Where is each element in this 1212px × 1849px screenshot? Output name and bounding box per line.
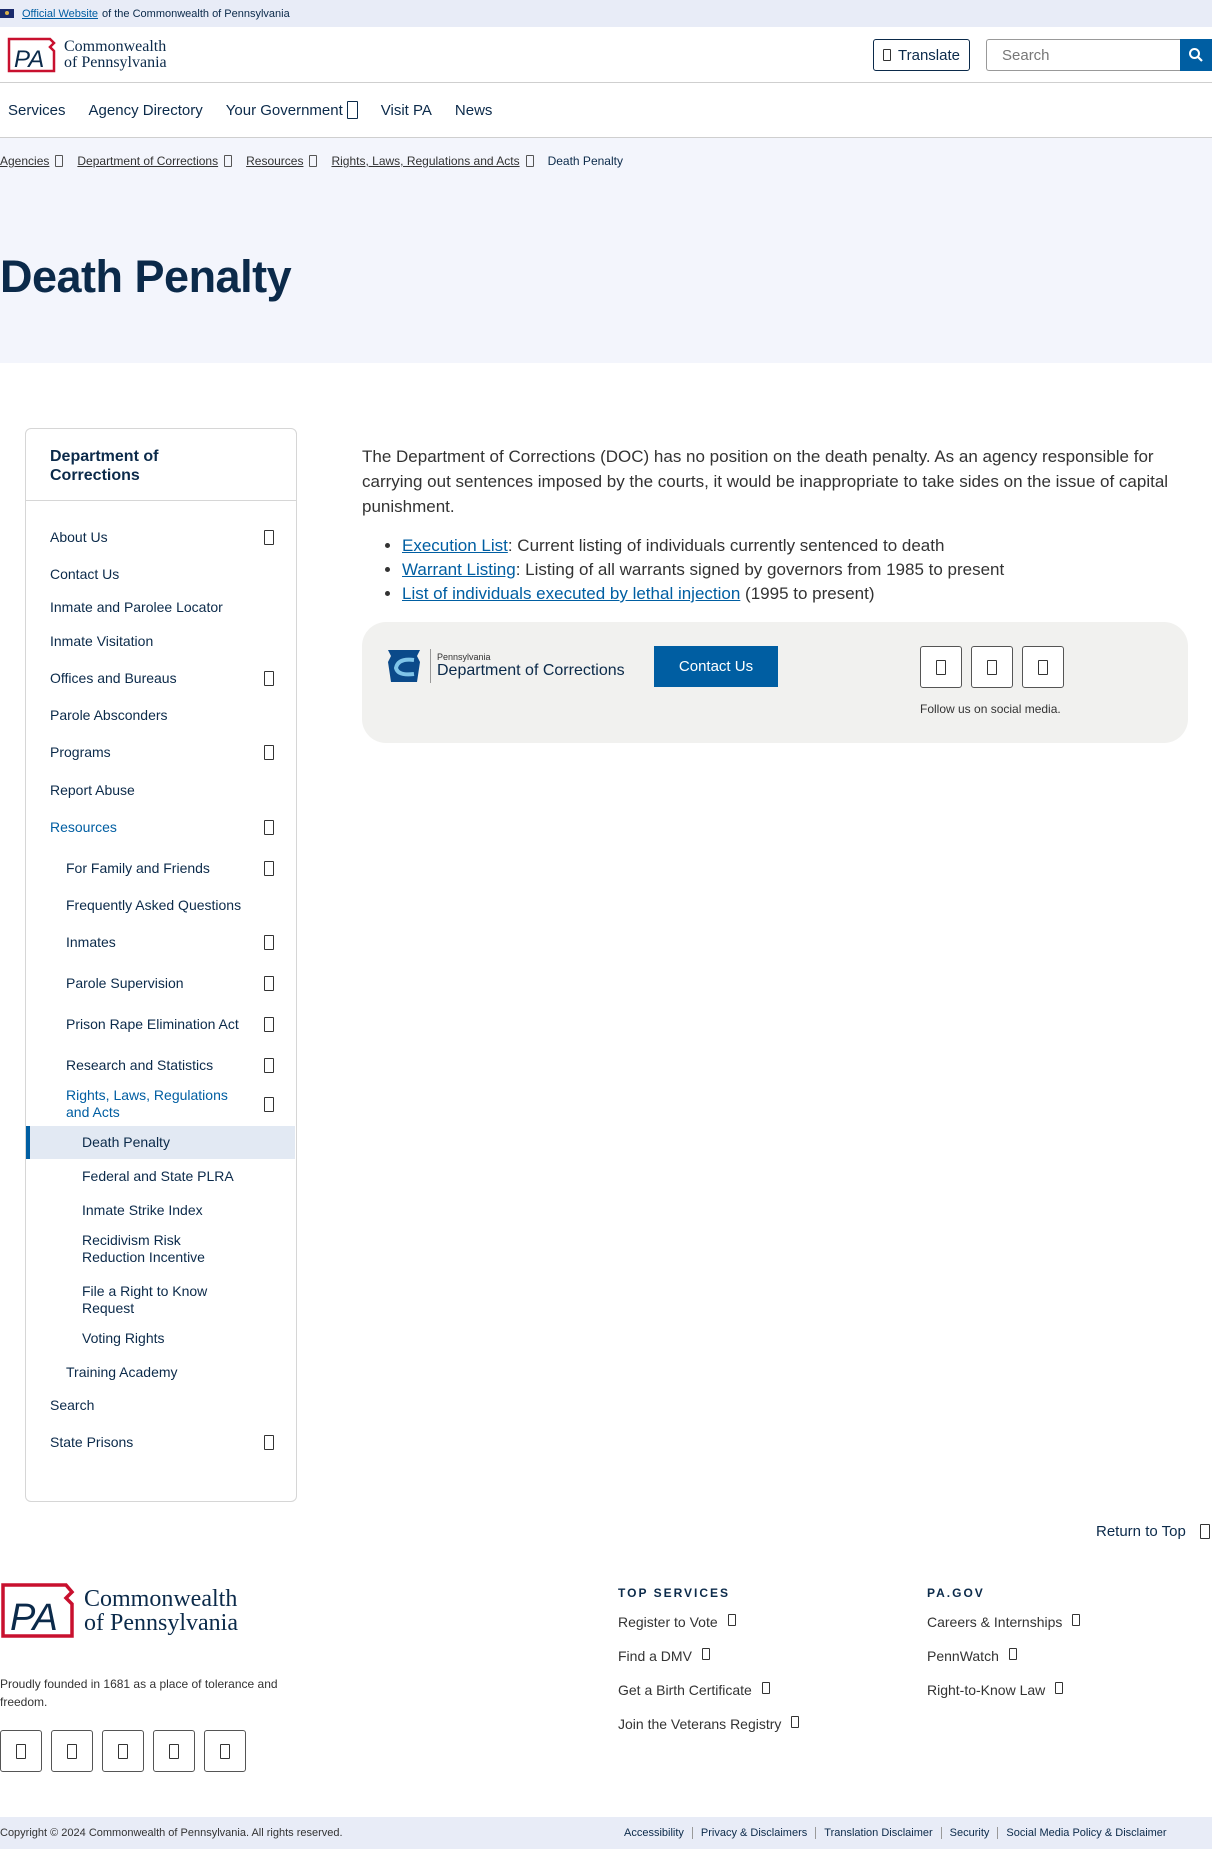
sidebar-item-label: Offices and Bureaus	[50, 669, 177, 686]
expand-icon[interactable]	[264, 530, 274, 545]
external-link-icon	[791, 1716, 799, 1728]
execution-list-link[interactable]: Execution List	[402, 536, 508, 555]
sidebar-item-label: Prison Rape Elimination Act	[66, 1015, 239, 1032]
sidebar-item-label: Federal and State PLRA	[82, 1167, 234, 1184]
sidebar-item-label: Frequently Asked Questions	[66, 896, 242, 913]
footer-logo-line1: Commonwealth	[84, 1586, 238, 1612]
sidebar-item-search[interactable]	[26, 1393, 295, 1417]
footer-social-link-4[interactable]	[153, 1730, 195, 1772]
doc-logo-small: Pennsylvania	[437, 652, 491, 662]
footer-bottom-bar	[0, 1817, 1212, 1849]
sidebar-item-contact-us[interactable]	[26, 562, 295, 586]
footer-link-label: PennWatch	[927, 1648, 999, 1664]
chevron-right-icon	[526, 155, 534, 167]
doc-logo-big: Department of Corrections	[437, 662, 625, 679]
sidebar-item-family-friends[interactable]	[26, 856, 295, 880]
footer-social-link-1[interactable]	[0, 1730, 42, 1772]
social-icon	[16, 1744, 26, 1759]
footer-link-birth-certificate[interactable]	[618, 1682, 799, 1716]
sidebar-item-death-penalty[interactable]	[26, 1126, 295, 1159]
sidebar-item-research-statistics[interactable]	[26, 1053, 295, 1077]
expand-icon[interactable]	[264, 935, 274, 950]
sidebar-item-label: Contact Us	[50, 565, 120, 582]
footer-logo[interactable]	[0, 1580, 238, 1642]
page-title: Death Penalty	[0, 251, 292, 302]
legal-link-security[interactable]: Security	[941, 1827, 998, 1839]
external-link-icon	[1055, 1682, 1063, 1694]
main-content	[362, 444, 1192, 606]
nav-services[interactable]: Services	[8, 101, 66, 119]
lethal-injection-list-link[interactable]: List of individuals executed by lethal injection	[402, 584, 741, 603]
legal-link-social-media-policy[interactable]: Social Media Policy & Disclaimer	[997, 1827, 1174, 1839]
list-item	[402, 534, 1192, 558]
sidebar-item-recidivism[interactable]	[26, 1229, 295, 1269]
footer-link-label: Register to Vote	[618, 1614, 718, 1630]
footer-link-veterans-registry[interactable]	[618, 1716, 799, 1750]
pa-logo-icon	[6, 35, 58, 75]
sidebar-item-label: Recidivism Risk Reduction Incentive	[82, 1232, 205, 1265]
sidebar-item-label: For Family and Friends	[66, 859, 210, 876]
nav-news[interactable]: News	[454, 101, 493, 119]
social-icon	[936, 660, 946, 675]
sidebar-item-label: Training Academy	[66, 1363, 178, 1380]
external-link-icon	[1072, 1614, 1080, 1626]
list-item-text: : Listing of all warrants signed by governors from 1985 to present	[515, 560, 1005, 579]
footer-social-link-5[interactable]	[204, 1730, 246, 1772]
external-link-icon	[762, 1682, 770, 1694]
doc-logo	[384, 646, 625, 686]
sidebar-title[interactable]	[26, 429, 296, 501]
sidebar-item-rights-laws[interactable]	[26, 1084, 295, 1124]
breadcrumb	[0, 154, 623, 168]
footer-social-link-3[interactable]	[102, 1730, 144, 1772]
sidebar-item-right-to-know[interactable]	[26, 1280, 295, 1320]
list-item-text: (1995 to present)	[740, 584, 875, 603]
social-icon	[987, 660, 997, 675]
copyright: Copyright © 2024 Commonwealth of Pennsylvania. All rights reserved.	[0, 1827, 343, 1839]
social-icon	[67, 1744, 77, 1759]
sidebar-item-label: Inmates	[66, 933, 116, 950]
sidebar-item-label: Inmate Visitation	[50, 632, 154, 649]
chevron-right-icon	[55, 155, 63, 167]
breadcrumb-current: Death Penalty	[547, 154, 623, 168]
svg-text:PA: PA	[14, 45, 45, 73]
site-header	[0, 27, 1212, 83]
sidebar-title-line1: Department of	[50, 448, 159, 465]
nav-visit-pa[interactable]: Visit PA	[380, 101, 432, 119]
expand-icon[interactable]	[264, 861, 274, 876]
sidebar-item-programs[interactable]	[26, 740, 295, 764]
sidebar-item-offices-bureaus[interactable]	[26, 666, 295, 690]
sidebar-item-label: Parole Supervision	[66, 974, 184, 991]
sidebar-item-inmate-strike-index[interactable]	[26, 1198, 295, 1222]
sidebar-item-prea[interactable]	[26, 1012, 295, 1036]
logo-line1: Commonwealth	[64, 37, 167, 55]
footer-link-right-to-know-law[interactable]	[927, 1682, 1080, 1716]
follow-text: Follow us on social media.	[920, 702, 1061, 716]
legal-link-translation[interactable]: Translation Disclaimer	[815, 1827, 940, 1839]
expand-icon[interactable]	[264, 1435, 274, 1450]
footer-link-pennwatch[interactable]	[927, 1648, 1080, 1682]
sidebar-item-resources[interactable]	[26, 815, 295, 839]
legal-link-accessibility[interactable]: Accessibility	[624, 1827, 684, 1839]
footer-heading: TOP SERVICES	[618, 1586, 731, 1600]
translate-label: Translate	[898, 46, 960, 64]
sidebar-item-training-academy[interactable]	[26, 1360, 295, 1384]
footer-heading: PA.GOV	[927, 1586, 985, 1600]
sidebar-nav	[25, 428, 297, 1502]
nav-your-government-label: Your Government	[225, 101, 343, 119]
agency-contact-card	[362, 622, 1188, 743]
contact-us-button[interactable]: Contact Us	[654, 646, 778, 687]
nav-agency-directory[interactable]: Agency Directory	[88, 101, 203, 119]
footer-social-links	[0, 1730, 246, 1772]
sidebar-item-label: Voting Rights	[82, 1329, 165, 1346]
sidebar-item-label: About Us	[50, 528, 108, 545]
expand-icon[interactable]	[264, 671, 274, 686]
sidebar-item-about-us[interactable]	[26, 525, 295, 549]
external-link-icon	[1009, 1648, 1017, 1660]
sidebar-item-voting-rights[interactable]	[26, 1326, 295, 1350]
search-form	[986, 39, 1212, 71]
sidebar-item-parole-supervision[interactable]	[26, 971, 295, 995]
site-logo[interactable]	[6, 35, 167, 75]
sidebar-item-faq[interactable]	[26, 893, 295, 917]
sidebar-item-report-abuse[interactable]	[26, 778, 295, 802]
social-icon	[169, 1744, 179, 1759]
social-link-2[interactable]	[971, 646, 1013, 688]
footer-social-link-2[interactable]	[51, 1730, 93, 1772]
logo-line2: of Pennsylvania	[64, 53, 167, 71]
keystone-icon	[384, 646, 424, 686]
social-link-3[interactable]	[1022, 646, 1064, 688]
footer-link-label: Find a DMV	[618, 1648, 692, 1664]
agency-social-links	[920, 646, 1064, 688]
chevron-right-icon	[224, 155, 232, 167]
sidebar-title-line2: Corrections	[50, 467, 140, 484]
footer-top-services	[618, 1586, 799, 1750]
translate-button[interactable]	[873, 39, 970, 71]
collapse-icon[interactable]	[264, 820, 274, 835]
breadcrumb-resources[interactable]: Resources	[246, 154, 304, 168]
banner-text: of the Commonwealth of Pennsylvania	[102, 7, 290, 20]
footer-link-label: Careers & Internships	[927, 1614, 1063, 1630]
sidebar-item-label: State Prisons	[50, 1433, 134, 1450]
external-link-icon	[702, 1648, 710, 1660]
social-icon	[1038, 660, 1048, 675]
sidebar-item-label: Research and Statistics	[66, 1056, 214, 1073]
breadcrumb-agencies[interactable]: Agencies	[0, 154, 50, 168]
sidebar-item-label: Rights, Laws, Regulations and Acts	[66, 1087, 228, 1120]
footer-link-find-dmv[interactable]	[618, 1648, 799, 1682]
footer-pagov	[927, 1586, 1080, 1716]
expand-icon[interactable]	[264, 1017, 274, 1032]
sidebar-item-label: Programs	[50, 743, 111, 760]
sidebar-item-label: Resources	[50, 818, 117, 835]
external-link-icon	[728, 1614, 736, 1626]
sidebar-item-label: Report Abuse	[50, 781, 135, 798]
list-item	[402, 582, 1192, 606]
footer-logo-line2: of Pennsylvania	[84, 1610, 238, 1636]
sidebar-item-label: Inmate Strike Index	[82, 1201, 203, 1218]
footer-link-careers[interactable]	[927, 1614, 1080, 1648]
legal-links	[624, 1817, 1175, 1849]
sidebar-item-label: Parole Absconders	[50, 706, 168, 723]
sidebar-item-inmates[interactable]	[26, 930, 295, 954]
arrow-up-icon	[1200, 1524, 1210, 1539]
main-nav	[0, 83, 1212, 138]
flag-icon	[0, 9, 14, 18]
pa-logo-icon	[0, 1580, 80, 1642]
search-icon	[1188, 47, 1204, 63]
official-banner	[0, 0, 1212, 27]
expand-icon[interactable]	[264, 745, 274, 760]
page-hero	[0, 138, 1212, 363]
list-item-text: : Current listing of individuals currently sentenced to death	[507, 536, 945, 555]
legal-link-privacy[interactable]: Privacy & Disclaimers	[692, 1827, 815, 1839]
breadcrumb-rights-laws[interactable]: Rights, Laws, Regulations and Acts	[331, 154, 520, 168]
expand-icon[interactable]	[264, 976, 274, 991]
list-item	[402, 558, 1192, 582]
sidebar-item-label: Inmate and Parolee Locator	[50, 598, 223, 615]
official-website-link[interactable]: Official Website	[22, 7, 99, 20]
translate-icon	[883, 49, 891, 61]
return-to-top-link[interactable]	[1096, 1523, 1210, 1540]
resource-list	[362, 534, 1192, 606]
social-link-1[interactable]	[920, 646, 962, 688]
footer-link-label: Get a Birth Certificate	[618, 1682, 752, 1698]
social-icon	[220, 1744, 230, 1759]
sidebar-item-inmate-visitation[interactable]	[26, 629, 295, 653]
footer-link-register-to-vote[interactable]	[618, 1614, 799, 1648]
footer-link-label: Right-to-Know Law	[927, 1682, 1046, 1698]
expand-icon[interactable]	[264, 1058, 274, 1073]
search-input[interactable]	[986, 39, 1180, 71]
chevron-down-icon	[347, 101, 358, 119]
sidebar-item-federal-state-plra[interactable]	[26, 1164, 295, 1188]
social-icon	[118, 1744, 128, 1759]
sidebar-item-label: Search	[50, 1396, 95, 1413]
svg-text:PA: PA	[10, 1597, 58, 1639]
breadcrumb-department-of-corrections[interactable]: Department of Corrections	[77, 154, 219, 168]
chevron-right-icon	[309, 155, 317, 167]
sidebar-item-label: Death Penalty	[82, 1134, 170, 1150]
footer-tagline: Proudly founded in 1681 as a place of tolerance and freedom.	[0, 1677, 278, 1709]
footer-link-label: Join the Veterans Registry	[618, 1716, 782, 1732]
sidebar-item-state-prisons[interactable]	[26, 1430, 295, 1454]
collapse-icon[interactable]	[264, 1097, 274, 1112]
search-button[interactable]	[1180, 39, 1212, 71]
warrant-listing-link[interactable]: Warrant Listing	[402, 560, 516, 579]
intro-paragraph: The Department of Corrections (DOC) has no position on the death penalty. As an agency responsible for carrying out sentences imposed by the courts, it would be inappropriate to take sides on the issue of capital punishment.	[362, 447, 1169, 516]
nav-your-government[interactable]	[226, 101, 358, 119]
return-to-top-label: Return to Top	[1096, 1523, 1186, 1540]
sidebar-item-inmate-parolee-locator[interactable]	[26, 595, 295, 619]
sidebar-item-label: File a Right to Know Request	[82, 1283, 208, 1316]
sidebar-item-parole-absconders[interactable]	[26, 703, 295, 727]
